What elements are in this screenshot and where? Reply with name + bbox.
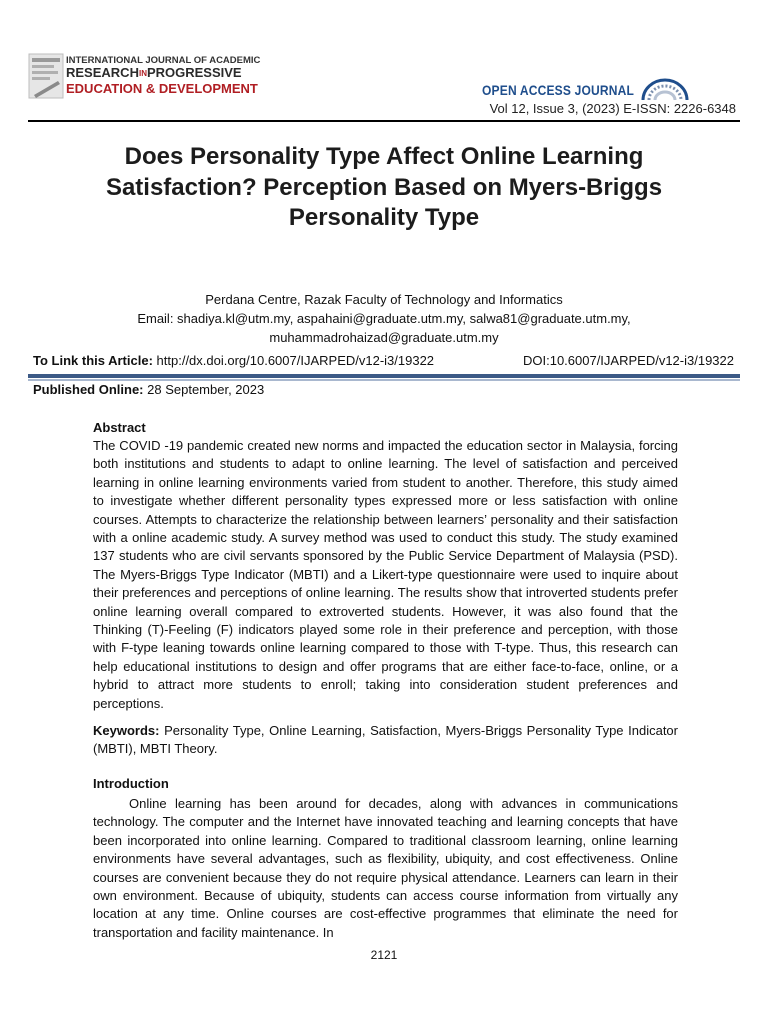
introduction-heading: Introduction bbox=[93, 776, 169, 791]
published-date: 28 September, 2023 bbox=[147, 382, 265, 397]
introduction-text: Online learning has been around for decades, along with advances in communications technology. The computer and the Internet have innovated teaching and learning concepts that have been incorporated into online learning. Compared to traditional classroom learning, online learning environments have several advantages, such as flexibility, ubiquity, and cost effectiveness. Online courses are convenient because they do not require physical attendance. Learners can learn in their own environment. Because of ubiquity, students can access course information from virtually any location at any time. Online courses are cost-effective programmes that eliminate the need for transportation and facility maintenance. In bbox=[93, 796, 678, 940]
volume-issue-info: Vol 12, Issue 3, (2023) E-ISSN: 2226-6348 bbox=[489, 101, 736, 116]
doi-link[interactable]: DOI:10.6007/IJARPED/v12-i3/19322 bbox=[522, 353, 734, 368]
author-emails: Email: shadiya.kl@utm.my, aspahaini@graduate.utm.my, salwa81@graduate.utm.my, muhammadrohaizad@graduate.utm.my bbox=[137, 311, 631, 345]
page-number: 2121 bbox=[370, 948, 398, 962]
paper-title: Does Personality Type Affect Online Learning Satisfaction? Perception Based on Myers-Briggs Personality Type bbox=[105, 143, 663, 231]
journal-logo bbox=[28, 51, 261, 103]
published-online bbox=[33, 382, 264, 397]
open-access-label: OPEN ACCESS JOURNAL bbox=[482, 82, 635, 98]
published-label: Published Online: bbox=[33, 382, 144, 397]
open-access-arc-icon bbox=[640, 79, 690, 101]
logo-line-2: RESEARCHINPROGRESSIVE bbox=[66, 65, 242, 80]
keywords-list: Personality Type, Online Learning, Satisfaction, Myers-Briggs Personality Type Indicator (MBTI), MBTI Theory. bbox=[93, 723, 678, 757]
article-link-row bbox=[33, 353, 434, 368]
article-url-link[interactable]: http://dx.doi.org/10.6007/IJARPED/v12-i3/19322 bbox=[156, 353, 435, 368]
logo-line-3: EDUCATION & DEVELOPMENT bbox=[66, 81, 258, 96]
keywords bbox=[93, 722, 678, 759]
divider-band-light bbox=[28, 379, 740, 381]
abstract-heading: Abstract bbox=[93, 420, 146, 435]
link-label: To Link this Article: bbox=[33, 353, 153, 368]
logo-line-1: INTERNATIONAL JOURNAL OF ACADEMIC bbox=[66, 55, 261, 66]
abstract-text: The COVID -19 pandemic created new norms and impacted the education sector in Malaysia, forcing both institutions and students to adapt to online learning. The level of satisfaction and perceived learning in online learning environments varied from student to another. Therefore, this study aimed to investigate whether different personality types expressed more or less satisfaction with online courses. Attempts to characterize the relationship between learners’ personality and their satisfaction with a online academic study. A survey method was used to conduct this study. The study examined 137 students who are civil servants sponsored by the Public Service Department of Malaysia (PSD). The Myers-Briggs Type Indicator (MBTI) and a Likert-type questionnaire were used to inquire about their preferences and perceptions of online learning. The results show that introverted students prefer online learning overall compared to extroverted students. However, it was also found that the Thinking (T)-Feeling (F) indicators played some role in their preference and perception, with those with F-type leaning towards online learning compared to those with T-type. Thus, this research can help educational institutions to design and offer programs that are either face-to-face, online, or a hybrid to attract more students to enroll; taking into consideration student preferences and perceptions. bbox=[93, 438, 678, 711]
keywords-label: Keywords: bbox=[93, 723, 160, 738]
author-affiliation: Perdana Centre, Razak Faculty of Technology and Informatics bbox=[205, 292, 563, 307]
header-rule bbox=[28, 120, 740, 122]
